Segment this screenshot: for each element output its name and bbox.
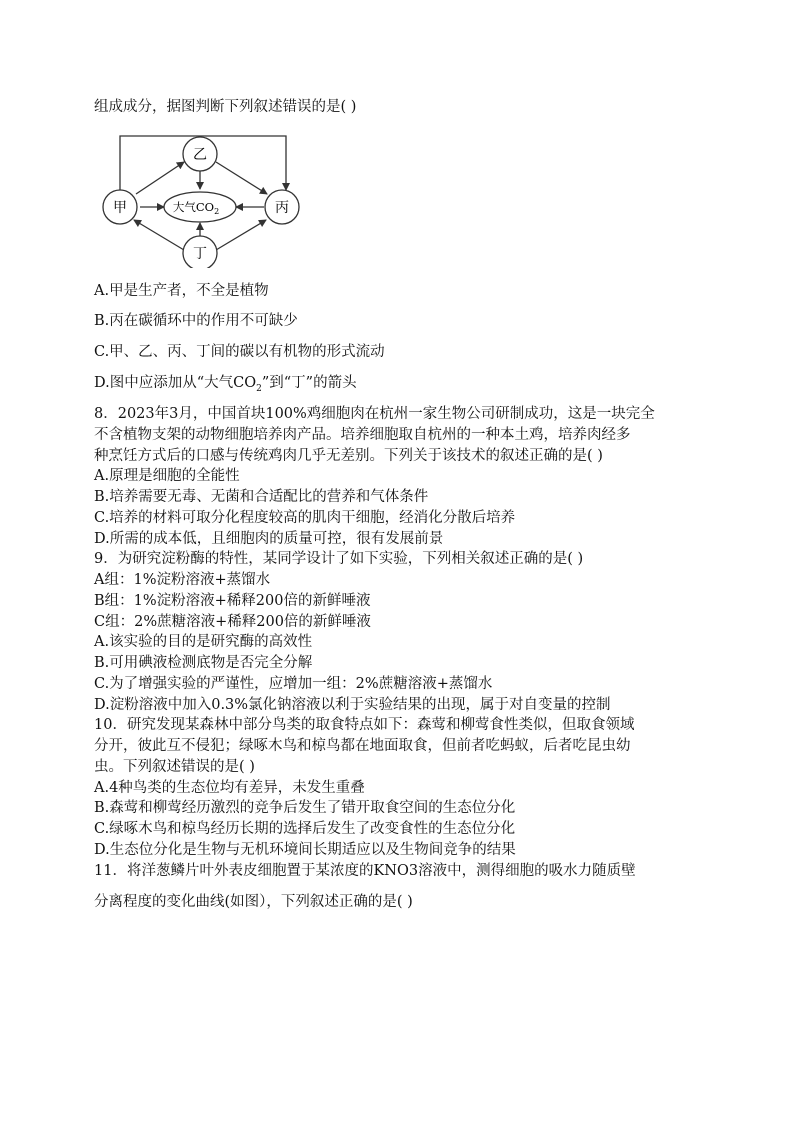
q8-option-a: A.原理是细胞的全能性 [94,468,240,484]
node-bing [265,190,299,224]
q8-option-d: D.所需的成本低，且细胞肉的质量可控，很有发展前景 [94,531,444,547]
arrow-ding-to-jia [134,220,184,250]
q7-stem-tail: 组成成分，据图判断下列叙述错误的是( ) [94,99,357,115]
arrow-yi-to-bing [216,162,267,194]
q7-option-d-text: D.图中应添加从“大气CO [94,375,257,391]
q8-stem-line: 不含植物支架的动物细胞培养肉产品。培养细胞取自杭州的一种本土鸡，培养肉经多 [94,427,631,443]
node-jia [103,190,137,224]
q11-stem-line: 分离程度的变化曲线(如图），下列叙述正确的是( ) [94,894,413,910]
q9-option-c: C.为了增强实验的严谨性，应增加一组：2%蔗糖溶液+蒸馏水 [94,676,493,692]
carbon-cycle-diagram [96,132,306,268]
q7-option-d [94,373,357,399]
node-bing-label: 丙 [275,200,289,216]
q7-option-a: A.甲是生产者，不全是植物 [94,283,269,299]
node-yi-label: 乙 [193,147,207,163]
node-atmosphere-co2 [164,192,236,222]
q9-stem-line: 9．为研究淀粉酶的特性，某同学设计了如下实验，下列相关叙述正确的是( ) [94,551,584,567]
node-yi [183,137,217,171]
svg-text:大气CO2 [173,200,219,216]
q8-option-c: C.培养的材料可取分化程度较高的肌肉干细胞，经消化分散后培养 [94,510,516,526]
q10-option-b: B.森莺和柳莺经历激烈的竞争后发生了错开取食空间的生态位分化 [94,800,516,816]
q8-stem-line: 8．2023年3月，中国首块100%鸡细胞肉在杭州一家生物公司研制成功，这是一块完全 [94,406,655,422]
q9-option-b: B.可用碘液检测底物是否完全分解 [94,655,313,671]
q7-option-d-subscript: 2 [256,383,262,394]
q10-option-a: A.4种鸟类的生态位均有差异，未发生重叠 [94,780,365,796]
node-atmo-subscript: 2 [214,207,220,216]
q7-option-c: C.甲、乙、丙、丁间的碳以有机物的形式流动 [94,344,385,360]
node-jia-label: 甲 [113,200,127,216]
q7-option-b: B.丙在碳循环中的作用不可缺少 [94,313,298,329]
node-atmo-label: 大气CO [172,200,215,214]
q10-option-d: D.生态位分化是生物与无机环境间长期适应以及生物间竞争的结果 [94,842,516,858]
q9-group-c: C组：2%蔗糖溶液+稀释200倍的新鲜唾液 [94,614,371,630]
q9-option-a: A.该实验的目的是研究酶的高效性 [94,634,313,650]
q10-stem-line: 虫。下列叙述错误的是( ) [94,759,255,775]
q9-group-a: A组：1%淀粉溶液+蒸馏水 [94,572,271,588]
node-ding-label: 丁 [193,246,207,262]
q11-stem-line: 11．将洋葱鳞片叶外表皮细胞置于某浓度的KNO3溶液中，测得细胞的吸水力随质壁 [94,863,636,879]
q10-option-c: C.绿啄木鸟和椋鸟经历长期的选择后发生了改变食性的生态位分化 [94,821,516,837]
q8-stem-line: 种烹饪方式后的口感与传统鸡肉几乎无差别。下列关于该技术的叙述正确的是( ) [94,448,603,464]
node-ding [183,236,217,268]
q9-group-b: B组：1%淀粉溶液+稀释200倍的新鲜唾液 [94,593,371,609]
q10-stem-line: 分开，彼此互不侵犯；绿啄木鸟和椋鸟都在地面取食，但前者吃蚂蚁，后者吃昆虫幼 [94,738,631,754]
q10-stem-line: 10．研究发现某森林中部分鸟类的取食特点如下：森莺和柳莺食性类似，但取食领域 [94,717,635,733]
q8-option-b: B.培养需要无毒、无菌和合适配比的营养和气体条件 [94,489,429,505]
arrow-jia-to-yi [136,162,184,194]
q7-option-d-text-end: ”到“丁”的箭头 [261,375,357,391]
arrow-ding-to-bing [216,220,266,250]
q9-option-d: D.淀粉溶液中加入0.3%氯化钠溶液以利于实验结果的出现，属于对自变量的控制 [94,697,611,713]
